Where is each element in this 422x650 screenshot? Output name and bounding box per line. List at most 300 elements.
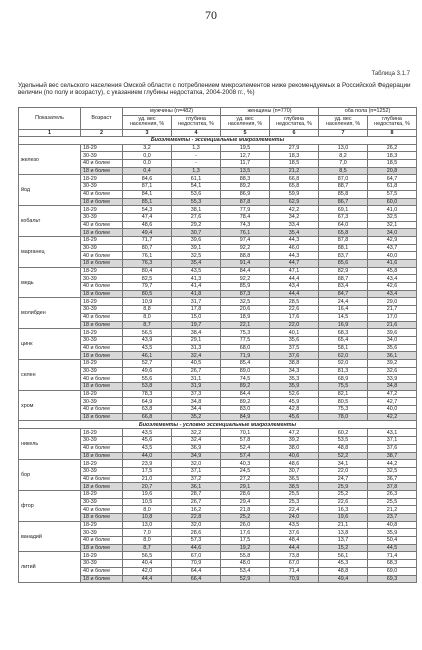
table-row bbox=[19, 298, 417, 306]
indicator-name: молибден bbox=[19, 298, 81, 329]
age-cell: 40 и более bbox=[81, 190, 123, 198]
age-cell: 30-39 bbox=[81, 152, 123, 160]
value-cell: 43,5 bbox=[123, 429, 172, 437]
value-cell: - bbox=[172, 160, 221, 168]
header-share: уд. вес населения, % bbox=[123, 115, 172, 129]
value-cell: 38,4 bbox=[172, 329, 221, 337]
value-cell: 32,5 bbox=[368, 213, 417, 221]
value-cell: 48,8 bbox=[319, 444, 368, 452]
value-cell: 22,0 bbox=[319, 467, 368, 475]
value-cell: 18,3 bbox=[270, 152, 319, 160]
value-cell: 34,8 bbox=[172, 398, 221, 406]
value-cell: 80,4 bbox=[123, 267, 172, 275]
value-cell: 74,5 bbox=[221, 375, 270, 383]
indicator-name: никель bbox=[19, 429, 81, 460]
value-cell: 84,4 bbox=[221, 390, 270, 398]
value-cell: 32,0 bbox=[172, 521, 221, 529]
value-cell: 0,4 bbox=[123, 167, 172, 175]
value-cell: 41,3 bbox=[172, 275, 221, 283]
table-row bbox=[19, 552, 417, 560]
value-cell: 50,4 bbox=[368, 537, 417, 545]
value-cell: 48,0 bbox=[221, 560, 270, 568]
value-cell: 71,7 bbox=[123, 236, 172, 244]
value-cell: 19,5 bbox=[221, 144, 270, 152]
value-cell: 36,5 bbox=[270, 475, 319, 483]
value-cell: 41,0 bbox=[368, 206, 417, 214]
value-cell: 10,9 bbox=[123, 298, 172, 306]
value-cell: 32,5 bbox=[172, 252, 221, 260]
value-cell: 79,7 bbox=[123, 283, 172, 291]
header-men: мужчины (n=482) bbox=[123, 108, 221, 116]
value-cell: 40,8 bbox=[368, 521, 417, 529]
value-cell: 83,7 bbox=[319, 252, 368, 260]
value-cell: 53,5 bbox=[319, 437, 368, 445]
value-cell: 43,5 bbox=[123, 344, 172, 352]
value-cell: 48,6 bbox=[123, 221, 172, 229]
value-cell: 22,1 bbox=[221, 321, 270, 329]
value-cell: 37,6 bbox=[270, 352, 319, 360]
value-cell: 42,6 bbox=[368, 283, 417, 291]
value-cell: 60,0 bbox=[368, 198, 417, 206]
value-cell: 32,5 bbox=[221, 298, 270, 306]
value-cell: 29,0 bbox=[368, 298, 417, 306]
age-cell: 18-29 bbox=[81, 552, 123, 560]
value-cell: 92,0 bbox=[319, 359, 368, 367]
value-cell: 22,0 bbox=[270, 321, 319, 329]
value-cell: 87,8 bbox=[319, 236, 368, 244]
value-cell: 56,1 bbox=[319, 552, 368, 560]
value-cell: 91,4 bbox=[221, 260, 270, 268]
age-cell: 18 и более bbox=[81, 413, 123, 421]
value-cell: 40,3 bbox=[221, 460, 270, 468]
value-cell: 89,0 bbox=[221, 367, 270, 375]
value-cell: 76,1 bbox=[221, 229, 270, 237]
value-cell: 84,1 bbox=[123, 190, 172, 198]
value-cell: 80,5 bbox=[319, 398, 368, 406]
value-cell: 75,5 bbox=[319, 383, 368, 391]
value-cell: 40,4 bbox=[123, 560, 172, 568]
page-number: 70 bbox=[205, 8, 217, 22]
column-number: 7 bbox=[319, 129, 368, 136]
value-cell: 52,6 bbox=[270, 390, 319, 398]
value-cell: 38,8 bbox=[270, 359, 319, 367]
value-cell: 38,5 bbox=[270, 483, 319, 491]
value-cell: 41,8 bbox=[172, 290, 221, 298]
value-cell: 66,8 bbox=[270, 175, 319, 183]
table-row bbox=[19, 144, 417, 152]
value-cell: 32,5 bbox=[368, 467, 417, 475]
age-cell: 18-29 bbox=[81, 359, 123, 367]
value-cell: 78,3 bbox=[123, 390, 172, 398]
value-cell: 58,1 bbox=[319, 344, 368, 352]
value-cell: 83,0 bbox=[221, 406, 270, 414]
value-cell: 44,0 bbox=[123, 452, 172, 460]
value-cell: 43,7 bbox=[368, 244, 417, 252]
value-cell: 43,5 bbox=[123, 444, 172, 452]
age-cell: 18 и более bbox=[81, 383, 123, 391]
header-depth: глубина недостатка, % bbox=[368, 115, 417, 129]
value-cell: 44,4 bbox=[123, 575, 172, 583]
value-cell: 77,9 bbox=[221, 206, 270, 214]
value-cell: 34,9 bbox=[172, 452, 221, 460]
value-cell: 34,0 bbox=[368, 336, 417, 344]
value-cell: 22,4 bbox=[270, 506, 319, 514]
value-cell: 61,1 bbox=[172, 175, 221, 183]
value-cell: 27,6 bbox=[172, 213, 221, 221]
age-cell: 40 и более bbox=[81, 537, 123, 545]
value-cell: 84,4 bbox=[221, 267, 270, 275]
value-cell: 32,2 bbox=[172, 429, 221, 437]
value-cell: 34,0 bbox=[368, 229, 417, 237]
value-cell: 87,1 bbox=[123, 183, 172, 191]
age-cell: 18 и более bbox=[81, 452, 123, 460]
header-both: оба пола (n=1252) bbox=[319, 108, 417, 116]
table-row bbox=[19, 429, 417, 437]
value-cell: 16,4 bbox=[319, 306, 368, 314]
value-cell: 37,1 bbox=[172, 467, 221, 475]
value-cell: 78,0 bbox=[319, 413, 368, 421]
value-cell: 35,9 bbox=[368, 529, 417, 537]
value-cell: 84,7 bbox=[319, 290, 368, 298]
value-cell: 57,5 bbox=[368, 190, 417, 198]
age-cell: 18-29 bbox=[81, 460, 123, 468]
value-cell: 89,2 bbox=[221, 383, 270, 391]
age-cell: 30-39 bbox=[81, 498, 123, 506]
age-cell: 18-29 bbox=[81, 206, 123, 214]
age-cell: 18 и более bbox=[81, 167, 123, 175]
value-cell: 19,6 bbox=[123, 490, 172, 498]
column-number: 2 bbox=[81, 129, 123, 136]
value-cell: 92,2 bbox=[221, 275, 270, 283]
value-cell: 42,0 bbox=[123, 567, 172, 575]
age-cell: 18-29 bbox=[81, 298, 123, 306]
value-cell: 48,8 bbox=[319, 567, 368, 575]
value-cell: 19,2 bbox=[221, 544, 270, 552]
column-number: 1 bbox=[19, 129, 81, 136]
value-cell: 42,8 bbox=[270, 406, 319, 414]
indicator-name: бор bbox=[19, 460, 81, 491]
value-cell: 57,3 bbox=[172, 537, 221, 545]
value-cell: 87,0 bbox=[319, 175, 368, 183]
value-cell: 37,1 bbox=[368, 437, 417, 445]
value-cell: 29,1 bbox=[221, 483, 270, 491]
value-cell: 68,0 bbox=[221, 344, 270, 352]
age-cell: 40 и более bbox=[81, 375, 123, 383]
value-cell: 57,4 bbox=[221, 452, 270, 460]
age-cell: 40 и более bbox=[81, 221, 123, 229]
value-cell: 43,4 bbox=[368, 290, 417, 298]
value-cell: 39,2 bbox=[368, 359, 417, 367]
age-cell: 18-29 bbox=[81, 329, 123, 337]
value-cell: 80,7 bbox=[123, 244, 172, 252]
value-cell: 28,6 bbox=[221, 490, 270, 498]
value-cell: 87,8 bbox=[221, 198, 270, 206]
value-cell: 52,2 bbox=[319, 452, 368, 460]
value-cell: 85,8 bbox=[319, 190, 368, 198]
value-cell: 68,3 bbox=[368, 560, 417, 568]
age-cell: 40 и более bbox=[81, 567, 123, 575]
value-cell: 61,8 bbox=[368, 183, 417, 191]
age-cell: 40 и более bbox=[81, 475, 123, 483]
age-cell: 30-39 bbox=[81, 183, 123, 191]
value-cell: 44,5 bbox=[368, 544, 417, 552]
value-cell: 45,3 bbox=[319, 560, 368, 568]
age-cell: 30-39 bbox=[81, 213, 123, 221]
value-cell: 36,1 bbox=[368, 352, 417, 360]
value-cell: 37,5 bbox=[270, 344, 319, 352]
indicator-name: медь bbox=[19, 267, 81, 298]
value-cell: 76,1 bbox=[123, 252, 172, 260]
value-cell: 41,4 bbox=[172, 283, 221, 291]
value-cell: 70,9 bbox=[270, 575, 319, 583]
value-cell: 40,0 bbox=[368, 252, 417, 260]
table-row bbox=[19, 236, 417, 244]
value-cell: 32,6 bbox=[368, 367, 417, 375]
value-cell: 45,8 bbox=[368, 267, 417, 275]
age-cell: 40 и более bbox=[81, 313, 123, 321]
value-cell: 88,3 bbox=[221, 175, 270, 183]
section-title: Биоэлементы - условно эссенциальные микроэлементы bbox=[19, 421, 417, 429]
value-cell: 65,4 bbox=[319, 336, 368, 344]
value-cell: 87,3 bbox=[221, 290, 270, 298]
value-cell: 43,5 bbox=[270, 521, 319, 529]
column-number: 5 bbox=[221, 129, 270, 136]
value-cell: 27,2 bbox=[221, 475, 270, 483]
value-cell: 54,1 bbox=[172, 183, 221, 191]
value-cell: 44,4 bbox=[270, 544, 319, 552]
value-cell: 55,3 bbox=[172, 198, 221, 206]
value-cell: 16,2 bbox=[172, 506, 221, 514]
indicator-name: железо bbox=[19, 144, 81, 175]
table-row bbox=[19, 460, 417, 468]
value-cell: 44,3 bbox=[270, 252, 319, 260]
value-cell: 29,4 bbox=[221, 498, 270, 506]
age-cell: 30-39 bbox=[81, 437, 123, 445]
age-cell: 18-29 bbox=[81, 175, 123, 183]
value-cell: 34,3 bbox=[270, 367, 319, 375]
value-cell: 21,6 bbox=[368, 321, 417, 329]
value-cell: 83,4 bbox=[319, 283, 368, 291]
value-cell: 26,7 bbox=[172, 498, 221, 506]
value-cell: 15,0 bbox=[172, 313, 221, 321]
value-cell: 43,1 bbox=[368, 429, 417, 437]
age-cell: 30-39 bbox=[81, 275, 123, 283]
age-cell: 18 и более bbox=[81, 229, 123, 237]
table-row bbox=[19, 521, 417, 529]
value-cell: 38,7 bbox=[368, 452, 417, 460]
value-cell: 48,4 bbox=[270, 537, 319, 545]
age-cell: 18 и более bbox=[81, 483, 123, 491]
value-cell: 40,0 bbox=[368, 406, 417, 414]
value-cell: 74,3 bbox=[221, 221, 270, 229]
value-cell: 17,5 bbox=[221, 537, 270, 545]
value-cell: 35,4 bbox=[270, 229, 319, 237]
value-cell: 84,9 bbox=[221, 413, 270, 421]
value-cell: 80,5 bbox=[123, 290, 172, 298]
value-cell: 53,4 bbox=[221, 567, 270, 575]
value-cell: 78,4 bbox=[221, 213, 270, 221]
header-age: Возраст bbox=[81, 108, 123, 130]
value-cell: 16,9 bbox=[319, 321, 368, 329]
value-cell: 56,5 bbox=[123, 329, 172, 337]
value-cell: 35,2 bbox=[172, 413, 221, 421]
age-cell: 18-29 bbox=[81, 429, 123, 437]
age-cell: 30-39 bbox=[81, 244, 123, 252]
value-cell: 34,2 bbox=[270, 213, 319, 221]
value-cell: 44,4 bbox=[270, 290, 319, 298]
value-cell: 13,8 bbox=[319, 529, 368, 537]
value-cell: 18,9 bbox=[221, 313, 270, 321]
value-cell: 64,7 bbox=[368, 175, 417, 183]
value-cell: 39,6 bbox=[172, 236, 221, 244]
value-cell: 26,3 bbox=[368, 490, 417, 498]
value-cell: 40,1 bbox=[270, 329, 319, 337]
table-row bbox=[19, 359, 417, 367]
age-cell: 18 и более bbox=[81, 514, 123, 522]
value-cell: 68,9 bbox=[319, 375, 368, 383]
value-cell: 49,4 bbox=[319, 575, 368, 583]
table-row bbox=[19, 175, 417, 183]
table-row bbox=[19, 390, 417, 398]
indicator-name: ванадий bbox=[19, 521, 81, 552]
value-cell: 17,6 bbox=[270, 313, 319, 321]
value-cell: 60,2 bbox=[319, 429, 368, 437]
value-cell: 42,7 bbox=[368, 398, 417, 406]
value-cell: 48,6 bbox=[270, 460, 319, 468]
age-cell: 18-29 bbox=[81, 521, 123, 529]
value-cell: 3,2 bbox=[123, 144, 172, 152]
value-cell: 35,9 bbox=[270, 383, 319, 391]
age-cell: 18 и более bbox=[81, 321, 123, 329]
value-cell: - bbox=[172, 152, 221, 160]
age-cell: 40 и более bbox=[81, 406, 123, 414]
value-cell: 35,3 bbox=[270, 375, 319, 383]
value-cell: 75,3 bbox=[221, 329, 270, 337]
age-cell: 40 и более bbox=[81, 344, 123, 352]
value-cell: 85,1 bbox=[123, 198, 172, 206]
value-cell: 18,5 bbox=[270, 160, 319, 168]
value-cell: 0,0 bbox=[123, 152, 172, 160]
value-cell: 10,8 bbox=[123, 514, 172, 522]
value-cell: 57,8 bbox=[221, 437, 270, 445]
value-cell: 31,3 bbox=[172, 344, 221, 352]
value-cell: 62,0 bbox=[319, 352, 368, 360]
age-cell: 30-39 bbox=[81, 336, 123, 344]
value-cell: 34,8 bbox=[368, 383, 417, 391]
value-cell: 39,1 bbox=[172, 244, 221, 252]
indicator-name: марганец bbox=[19, 236, 81, 267]
value-cell: 17,6 bbox=[221, 529, 270, 537]
indicator-name: селен bbox=[19, 359, 81, 390]
value-cell: 30,7 bbox=[270, 467, 319, 475]
section-header-row bbox=[19, 421, 417, 429]
value-cell: 35,6 bbox=[270, 336, 319, 344]
header-indicator: Показатель bbox=[19, 108, 81, 130]
value-cell: 88,7 bbox=[319, 275, 368, 283]
value-cell: 68,3 bbox=[319, 329, 368, 337]
age-cell: 18 и более bbox=[81, 260, 123, 268]
value-cell: 66,4 bbox=[172, 575, 221, 583]
value-cell: 43,9 bbox=[123, 336, 172, 344]
value-cell: 26,2 bbox=[368, 144, 417, 152]
value-cell: 7,0 bbox=[123, 529, 172, 537]
value-cell: 21,7 bbox=[368, 306, 417, 314]
value-cell: 54,3 bbox=[123, 206, 172, 214]
column-number: 6 bbox=[270, 129, 319, 136]
value-cell: 21,0 bbox=[123, 475, 172, 483]
value-cell: 14,5 bbox=[319, 313, 368, 321]
value-cell: 44,7 bbox=[270, 260, 319, 268]
value-cell: 34,1 bbox=[319, 460, 368, 468]
column-number: 8 bbox=[368, 129, 417, 136]
data-table bbox=[18, 107, 417, 583]
value-cell: 44,6 bbox=[172, 544, 221, 552]
value-cell: 25,5 bbox=[270, 490, 319, 498]
age-cell: 40 и более bbox=[81, 444, 123, 452]
header-depth: глубина недостатка, % bbox=[270, 115, 319, 129]
value-cell: 46,1 bbox=[123, 352, 172, 360]
value-cell: 47,2 bbox=[368, 390, 417, 398]
value-cell: 81,3 bbox=[319, 367, 368, 375]
value-cell: 40,5 bbox=[172, 359, 221, 367]
age-cell: 40 и более bbox=[81, 506, 123, 514]
value-cell: 89,2 bbox=[221, 183, 270, 191]
table-row bbox=[19, 329, 417, 337]
value-cell: 36,7 bbox=[368, 475, 417, 483]
value-cell: 13,5 bbox=[221, 167, 270, 175]
value-cell: 35,6 bbox=[368, 344, 417, 352]
value-cell: 31,9 bbox=[172, 383, 221, 391]
value-cell: 88,1 bbox=[319, 244, 368, 252]
value-cell: 71,4 bbox=[270, 567, 319, 575]
column-number: 4 bbox=[172, 129, 221, 136]
value-cell: 42,2 bbox=[270, 206, 319, 214]
age-cell: 40 и более bbox=[81, 252, 123, 260]
value-cell: 18,3 bbox=[368, 152, 417, 160]
value-cell: 65,8 bbox=[319, 229, 368, 237]
value-cell: 43,4 bbox=[270, 283, 319, 291]
value-cell: 10,5 bbox=[123, 498, 172, 506]
value-cell: 52,7 bbox=[123, 359, 172, 367]
header-depth: глубина недостатка, % bbox=[172, 115, 221, 129]
value-cell: 65,8 bbox=[270, 183, 319, 191]
value-cell: 27,9 bbox=[270, 144, 319, 152]
value-cell: 84,6 bbox=[123, 175, 172, 183]
age-cell: 30-39 bbox=[81, 560, 123, 568]
age-cell: 30-39 bbox=[81, 529, 123, 537]
value-cell: 31,7 bbox=[172, 298, 221, 306]
value-cell: 26,0 bbox=[221, 521, 270, 529]
value-cell: 73,8 bbox=[270, 552, 319, 560]
value-cell: 17,0 bbox=[368, 313, 417, 321]
value-cell: 21,8 bbox=[221, 506, 270, 514]
age-cell: 30-39 bbox=[81, 367, 123, 375]
value-cell: 7,0 bbox=[319, 160, 368, 168]
value-cell: 20,6 bbox=[221, 306, 270, 314]
table-row bbox=[19, 267, 417, 275]
value-cell: 47,4 bbox=[123, 213, 172, 221]
value-cell: 42,2 bbox=[368, 413, 417, 421]
value-cell: 56,5 bbox=[123, 552, 172, 560]
value-cell: 25,3 bbox=[270, 498, 319, 506]
indicator-name: хром bbox=[19, 390, 81, 421]
value-cell: 15,2 bbox=[319, 544, 368, 552]
value-cell: 49,6 bbox=[123, 367, 172, 375]
value-cell: 44,4 bbox=[270, 275, 319, 283]
value-cell: 89,2 bbox=[221, 398, 270, 406]
value-cell: 44,2 bbox=[368, 460, 417, 468]
value-cell: 23,7 bbox=[368, 514, 417, 522]
